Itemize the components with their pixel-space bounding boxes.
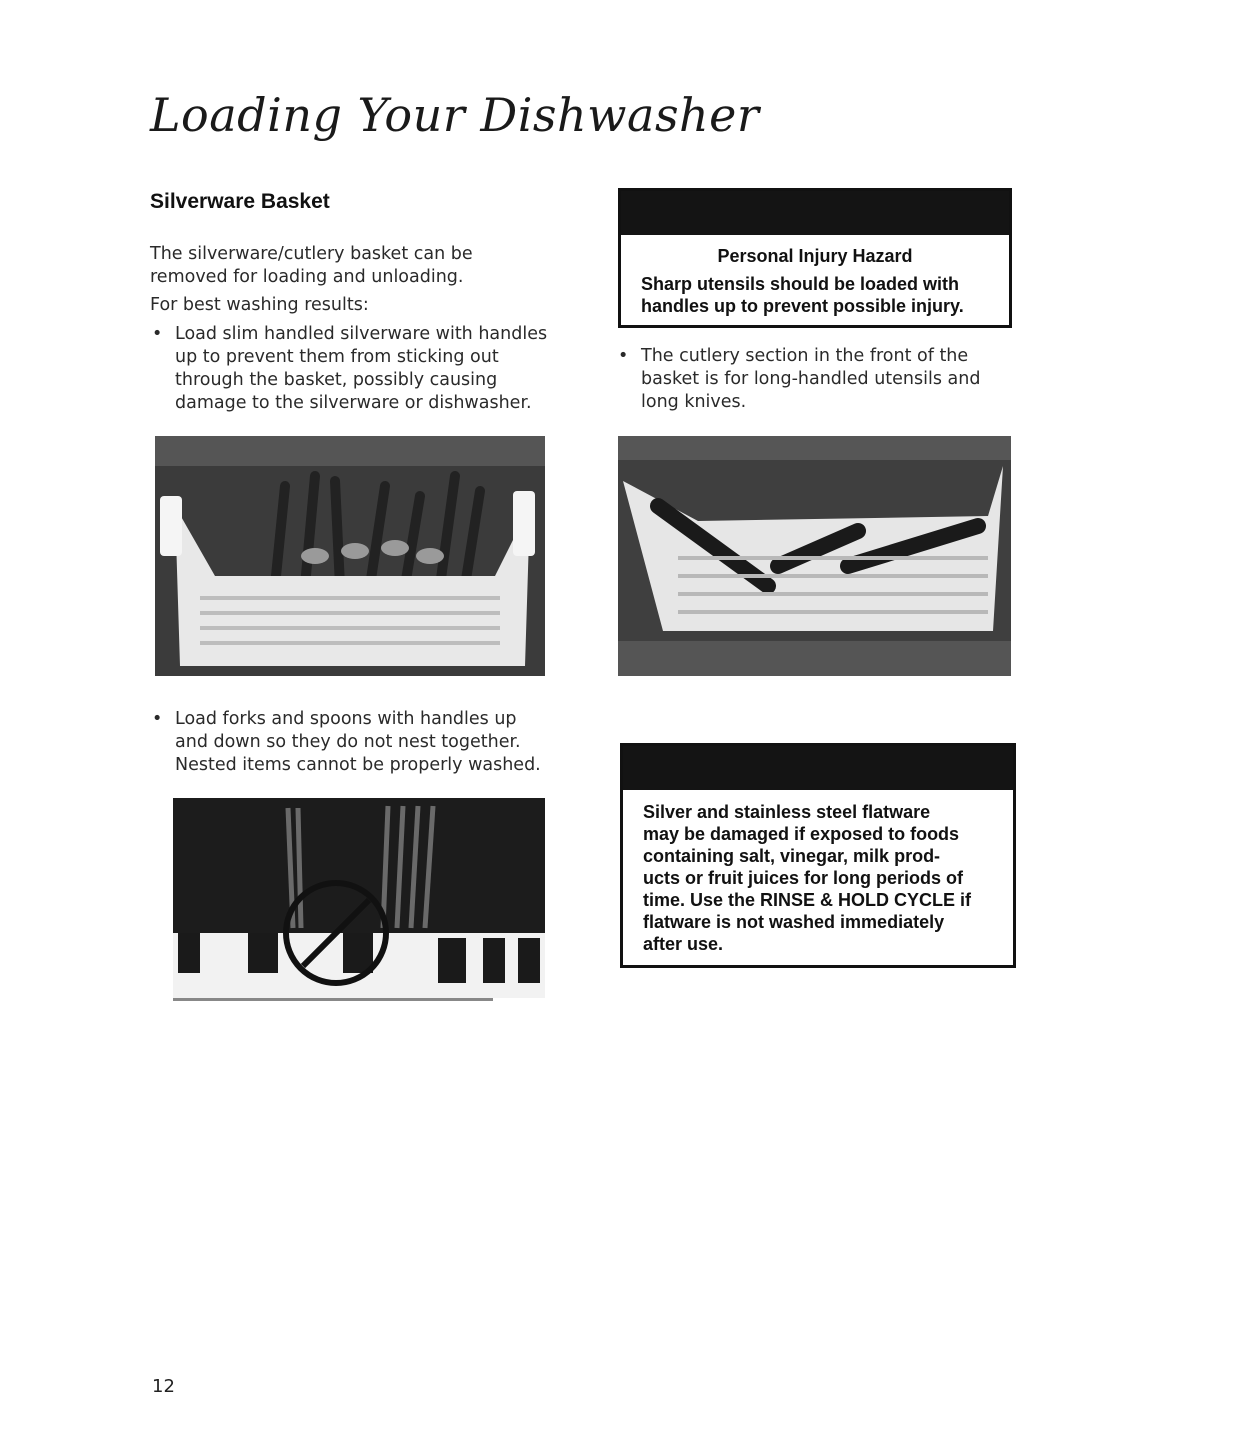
- page-title: Loading Your Dishwasher: [150, 88, 760, 142]
- flatware-caution-box: [620, 743, 1016, 968]
- intro-line-3: For best washing results:: [150, 295, 369, 315]
- bullet-line: Nested items cannot be properly washed.: [175, 755, 541, 775]
- bullet-line: basket is for long-handled utensils and: [641, 369, 981, 389]
- warning-line: handles up to prevent possible injury.: [641, 296, 964, 316]
- bullet-line: through the basket, possibly causing: [175, 370, 498, 390]
- bullet-slim-handled: [152, 323, 552, 419]
- bullet-dot: •: [152, 324, 163, 344]
- bullet-line: Load slim handled silverware with handles: [175, 324, 548, 344]
- warning-heading: Personal Injury Hazard: [717, 246, 913, 266]
- caution-line: time. Use the RINSE & HOLD CYCLE if: [643, 890, 972, 910]
- bullet-forks-spoons: [152, 708, 552, 780]
- bullet-dot: •: [152, 709, 163, 729]
- bullet-line: up to prevent them from sticking out: [175, 347, 499, 367]
- warning-header-bar: [621, 191, 1009, 235]
- nested-forks-photo: [173, 798, 545, 1038]
- bullet-cutlery-section: [618, 345, 1018, 417]
- bullet-dot: •: [618, 346, 629, 366]
- page-number: 12: [152, 1376, 175, 1397]
- warning-line: Sharp utensils should be loaded with: [641, 274, 960, 294]
- caution-line: Silver and stainless steel flatware: [643, 802, 931, 822]
- caution-line: ucts or fruit juices for long periods of: [643, 868, 964, 888]
- silverware-basket-photo: [155, 436, 545, 676]
- personal-injury-warning-box: [618, 188, 1012, 328]
- caution-line: containing salt, vinegar, milk prod-: [643, 846, 941, 866]
- bullet-line: damage to the silverware or dishwasher.: [175, 393, 532, 413]
- caution-line: flatware is not washed immediately: [643, 912, 945, 932]
- caution-header-bar: [623, 746, 1013, 790]
- bullet-line: The cutlery section in the front of the: [641, 346, 969, 366]
- intro-line-1: The silverware/cutlery basket can be: [150, 244, 473, 264]
- bullet-line: Load forks and spoons with handles up: [175, 709, 517, 729]
- cutlery-section-photo: [618, 436, 1011, 676]
- bullet-line: and down so they do not nest together.: [175, 732, 521, 752]
- caution-line: after use.: [643, 934, 724, 954]
- section-heading: Silverware Basket: [150, 190, 330, 213]
- bullet-line: long knives.: [641, 392, 747, 412]
- intro-line-2: removed for loading and unloading.: [150, 267, 464, 287]
- caution-line: may be damaged if exposed to foods: [643, 824, 960, 844]
